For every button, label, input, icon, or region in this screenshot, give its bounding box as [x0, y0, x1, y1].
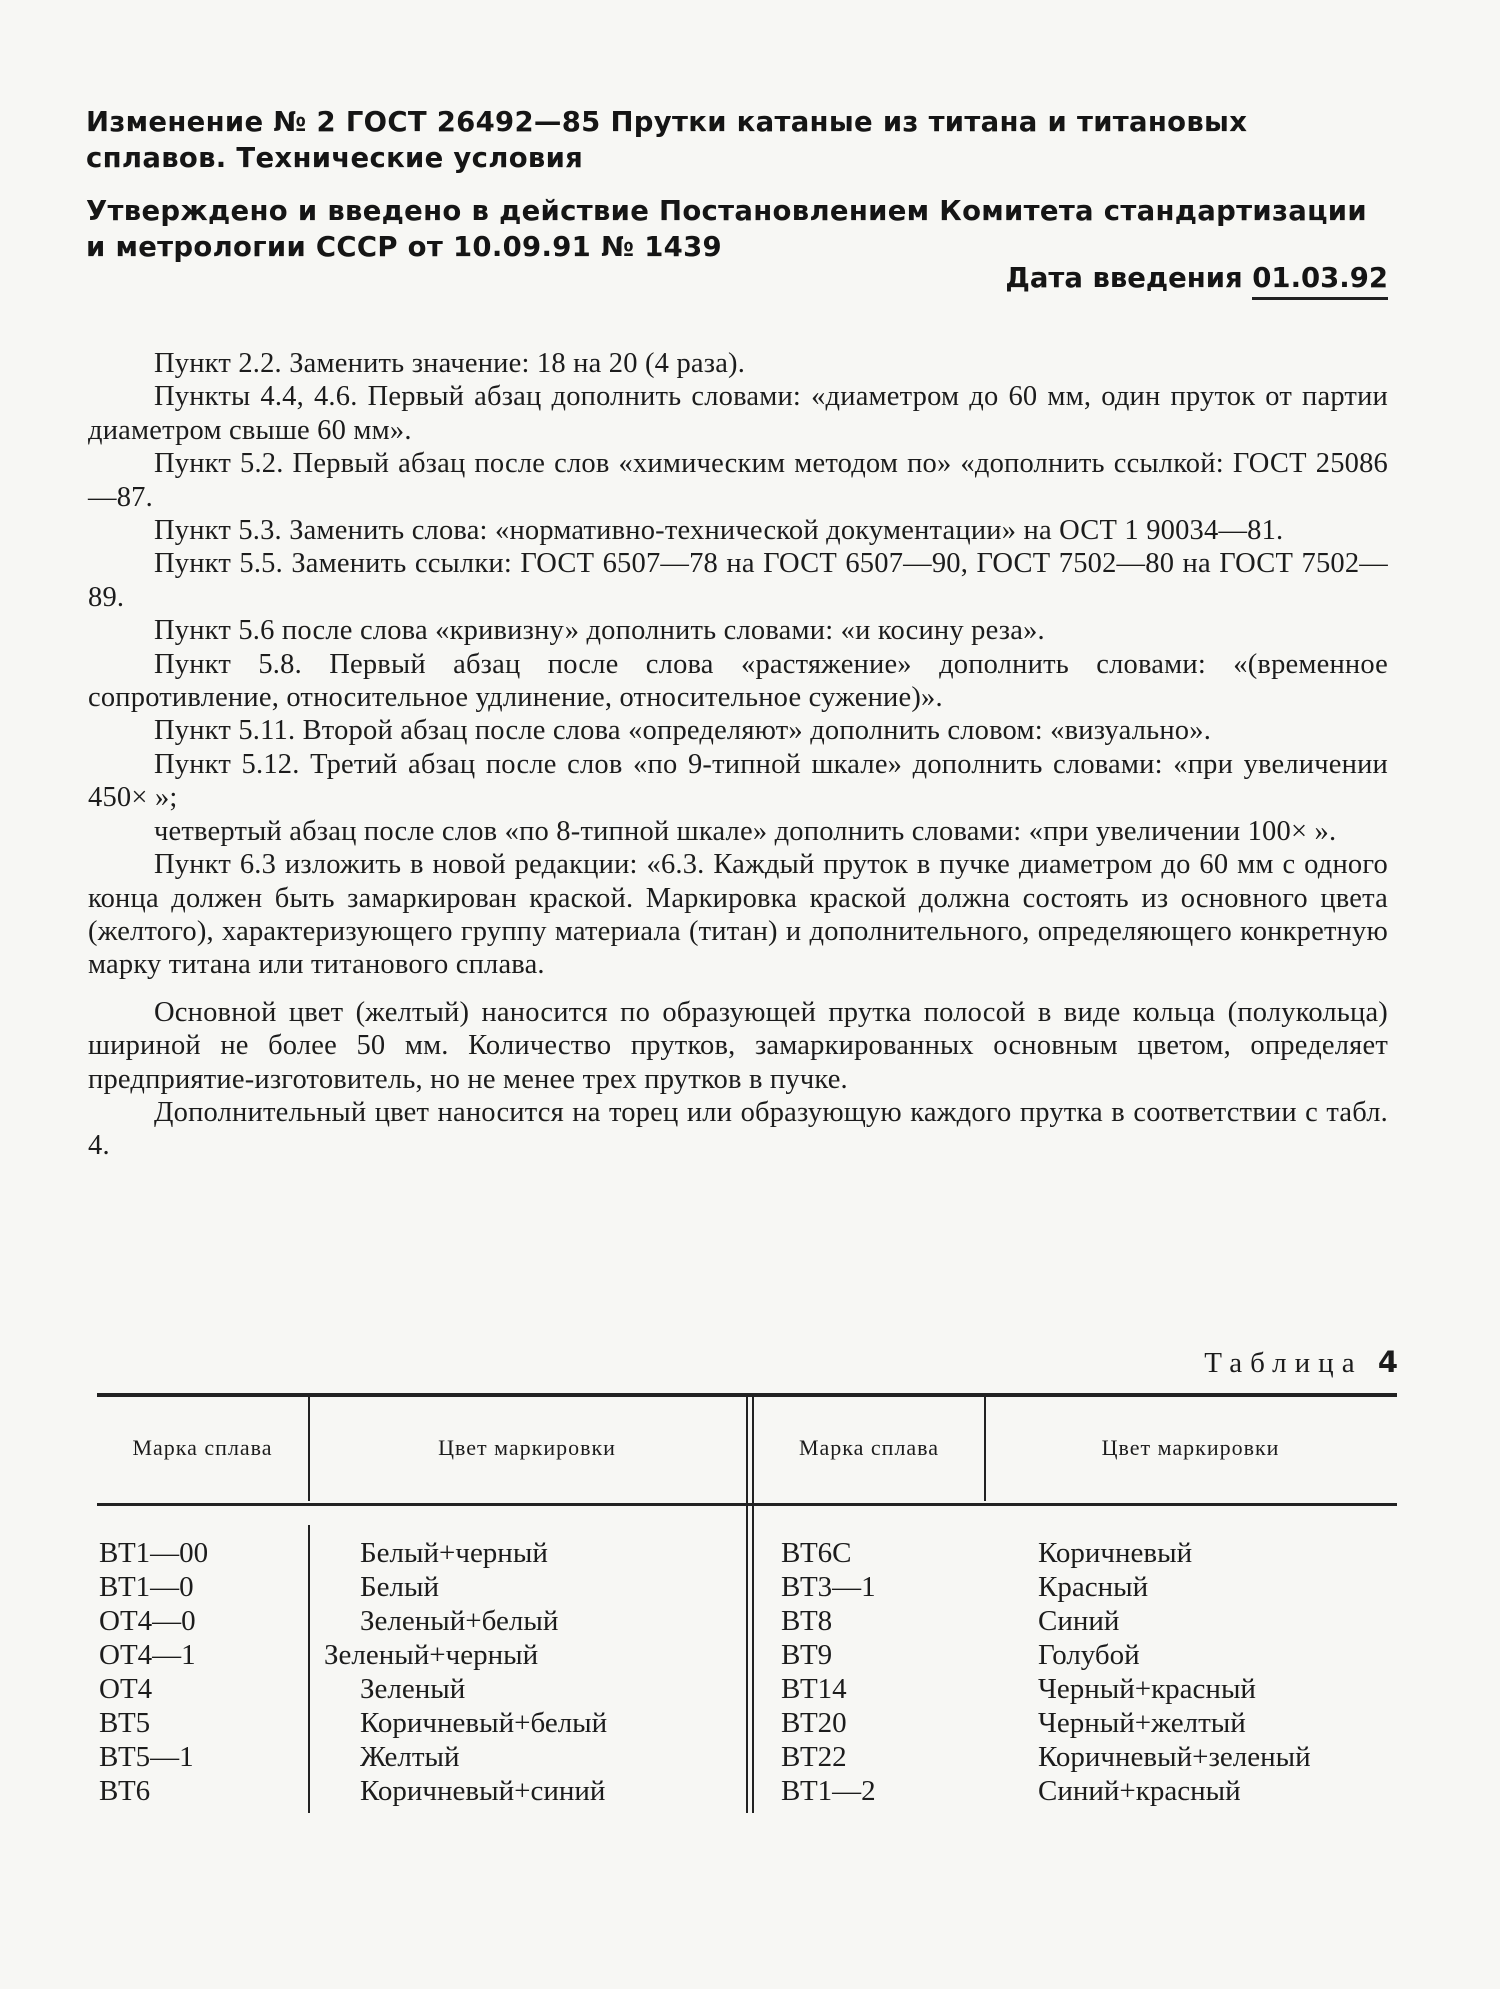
grade-cell: ВТ5—1 — [99, 1741, 194, 1773]
color-cell: Зеленый+белый — [360, 1605, 559, 1637]
paragraph: Дополнительный цвет наносится на торец или образующую каждого прутка в соответствии с табл. 4. — [88, 1096, 1388, 1162]
grade-cell: ВТ6С — [781, 1537, 852, 1569]
grade-cell: ВТ3—1 — [781, 1571, 876, 1603]
table-caption — [1204, 1345, 1398, 1380]
grade-cell: ОТ4—1 — [99, 1639, 196, 1671]
right-grade-column — [781, 1536, 876, 1808]
grade-cell: ВТ8 — [781, 1605, 833, 1637]
color-cell: Голубой — [1038, 1639, 1140, 1671]
grade-cell: ОТ4—0 — [99, 1605, 196, 1637]
grade-cell: ВТ1—2 — [781, 1775, 876, 1807]
table-caption-number: 4 — [1377, 1345, 1398, 1379]
header-color-right: Цвет маркировки — [1101, 1435, 1280, 1460]
color-cell: Зеленый+черный — [324, 1639, 539, 1671]
approval-statement: Утверждено и введено в действие Постановлением Комитета стандартизации и метрологии СССР от 10.09.91 № 1439 — [86, 195, 1367, 263]
color-cell: Черный+желтый — [1038, 1707, 1246, 1739]
paragraph: Пункт 5.2. Первый абзац после слов «химическим методом по» «дополнить ссылкой: ГОСТ 25086—87. — [88, 448, 1388, 513]
header-color-left: Цвет маркировки — [438, 1435, 616, 1460]
color-cell: Коричневый — [1038, 1537, 1193, 1569]
color-cell: Синий — [1038, 1605, 1120, 1637]
grade-cell: ВТ1—00 — [99, 1537, 209, 1569]
effective-date-value: 01.03.92 — [1252, 262, 1388, 300]
amendment-body — [88, 347, 1388, 1163]
header-grade-right: Марка сплава — [798, 1435, 940, 1460]
table-caption-label: Таблица — [1204, 1347, 1363, 1379]
paragraph: Пункт 2.2. Заменить значение: 18 на 20 (4 раза). — [154, 348, 746, 379]
grade-cell: ВТ6 — [99, 1775, 151, 1807]
paragraph: Пункт 5.11. Второй абзац после слова «определяют» дополнить словом: «визуально». — [154, 715, 1212, 747]
color-cell: Красный — [1038, 1571, 1149, 1603]
color-cell: Черный+красный — [1038, 1673, 1256, 1705]
paragraph: четвертый абзац после слов «по 8-типной шкале» дополнить словами: «при увеличении 100× ». — [154, 815, 1337, 847]
paragraph: Пункт 5.5. Заменить ссылки: ГОСТ 6507—78 на ГОСТ 6507—90, ГОСТ 7502—80 на ГОСТ 7502—89. — [88, 548, 1388, 613]
left-grade-column — [99, 1536, 208, 1808]
table-double-divider — [746, 1393, 748, 1813]
color-cell: Белый+черный — [360, 1537, 548, 1569]
paragraph: Пункт 6.3 изложить в новой редакции: «6.3. Каждый пруток в пучке диаметром до 60 мм с одного конца должен быть замаркирован краской. Маркировка краской должна состоять из основного цвета (желтого), характеризующего группу материала (титан) и дополнительного, определяющего конкретную марку титана или титанового сплава. — [88, 849, 1388, 981]
right-color-column — [1038, 1536, 1311, 1808]
color-cell: Желтый — [360, 1741, 460, 1773]
table-divider — [308, 1525, 310, 1813]
paragraph: Основной цвет (желтый) наносится по образующей прутка полосой в виде кольца (полукольца) шириной не более 50 мм. Количество прутков, замаркированных основным цветом, определяет предприятие-изготовитель, но не менее трех прутков в пучке. — [88, 996, 1388, 1095]
color-cell: Коричневый+зеленый — [1038, 1741, 1311, 1773]
grade-cell: ВТ9 — [781, 1639, 833, 1671]
paragraph: Пункт 5.3. Заменить слова: «нормативно-технической документации» на ОСТ 1 90034—81. — [154, 515, 1284, 547]
paragraph: Пункт 5.12. Третий абзац после слов «по 9-типной шкале» дополнить словами: «при увеличении 450× »; — [88, 748, 1388, 814]
grade-cell: ВТ5 — [99, 1707, 151, 1739]
grade-cell: ВТ1—0 — [99, 1571, 194, 1603]
marking-color-table — [97, 1393, 1397, 1813]
amendment-title: Изменение № 2 ГОСТ 26492—85 Прутки катаные из титана и титановых сплавов. Технические условия — [86, 106, 1248, 174]
grade-cell: ОТ4 — [99, 1673, 153, 1705]
effective-date — [1005, 260, 1388, 296]
grade-cell: ВТ14 — [781, 1673, 847, 1705]
paragraph: Пункт 5.6 после слова «кривизну» дополнить словами: «и косину реза». — [154, 615, 1045, 647]
color-cell: Синий+красный — [1038, 1775, 1241, 1807]
left-color-column — [324, 1536, 608, 1808]
color-cell: Зеленый — [360, 1673, 466, 1705]
color-cell: Белый — [360, 1571, 439, 1603]
grade-cell: ВТ20 — [781, 1707, 847, 1739]
paragraph: Пункт 5.8. Первый абзац после слова «растяжение» дополнить словами: «(временное сопротивление, относительное удлинение, относительное сужение)». — [88, 648, 1388, 714]
grade-cell: ВТ22 — [781, 1741, 847, 1773]
color-cell: Коричневый+синий — [360, 1775, 606, 1807]
paragraph: Пункты 4.4, 4.6. Первый абзац дополнить словами: «диаметром до 60 мм, один пруток от партии диаметром свыше 60 мм». — [88, 381, 1388, 446]
header-grade-left: Марка сплава — [132, 1435, 273, 1460]
color-cell: Коричневый+белый — [360, 1707, 608, 1739]
effective-date-label: Дата введения — [1005, 262, 1243, 294]
